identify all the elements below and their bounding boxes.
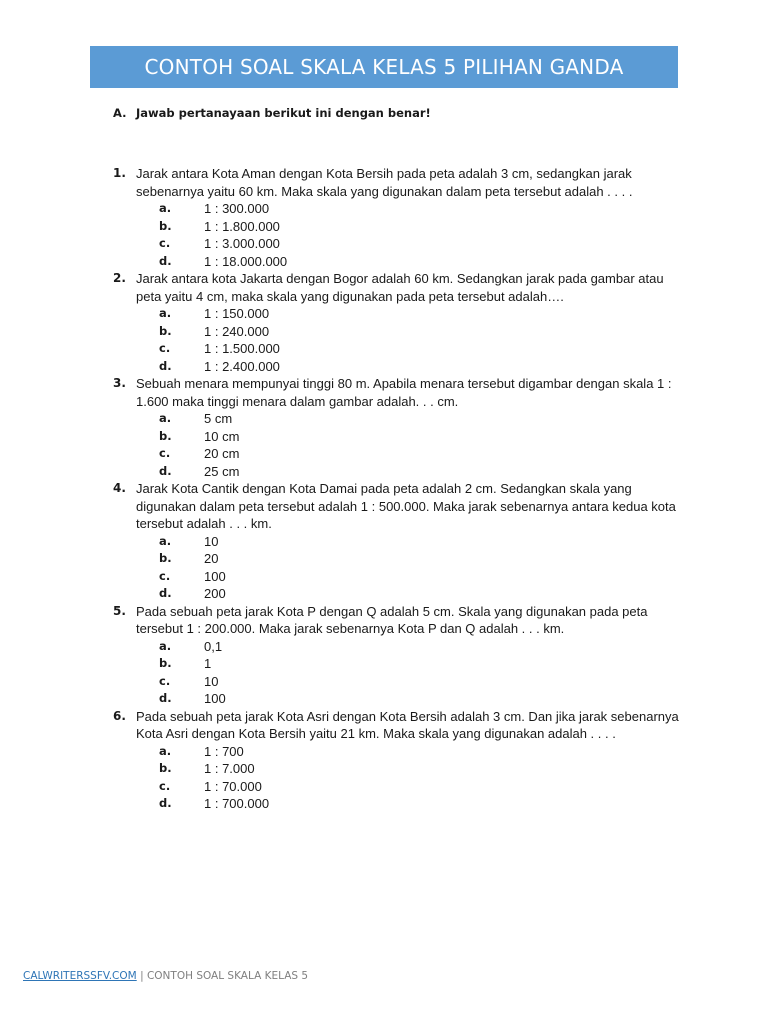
answer-option [136, 585, 683, 603]
question-text: Jarak antara kota Jakarta dengan Bogor adalah 60 km. Sedangkan jarak pada gambar atau peta yaitu 4 cm, maka skala yang digunakan pada peta tersebut adalah…. [136, 271, 664, 304]
option-letter: b. [159, 428, 172, 443]
option-text: 1 [204, 656, 212, 671]
answer-option [136, 760, 683, 778]
answer-option [136, 463, 683, 481]
option-text: 20 [204, 551, 219, 566]
answer-option [136, 235, 683, 253]
question-list [113, 165, 683, 813]
question-number: 6. [113, 708, 126, 723]
option-letter: a. [159, 743, 172, 758]
question-item [113, 165, 683, 270]
option-text: 5 cm [204, 411, 233, 426]
option-text: 1 : 1.800.000 [204, 218, 280, 234]
question-number: 1. [113, 166, 126, 180]
answer-option [136, 655, 683, 673]
question-item [113, 708, 683, 813]
option-text: 10 [204, 533, 219, 549]
answer-option [136, 428, 683, 446]
answer-option [136, 358, 683, 376]
option-letter: d. [159, 253, 172, 268]
question-text: Jarak antara Kota Aman dengan Kota Bersih pada peta adalah 3 cm, sedangkan jarak sebenarnya yaitu 60 km. Maka skala yang digunakan dalam peta tersebut adalah . . . . [136, 166, 633, 199]
option-text: 25 cm [204, 463, 240, 479]
answer-option [136, 638, 683, 656]
question-number: 3. [113, 376, 126, 390]
question-item [113, 270, 683, 375]
option-list [136, 638, 683, 708]
option-letter: c. [159, 446, 171, 460]
option-text: 1 : 70.000 [204, 778, 262, 794]
option-letter: c. [159, 778, 171, 793]
option-list [136, 200, 683, 270]
option-letter: c. [159, 236, 171, 250]
answer-option [136, 795, 683, 813]
question-number: 5. [113, 603, 126, 618]
footer-link[interactable]: CALWRITERSSFV.COM [23, 970, 137, 982]
question-text: Jarak Kota Cantik dengan Kota Damai pada peta adalah 2 cm. Sedangkan skala yang digunakan dalam peta tersebut adalah 1 : 500.000. Maka jarak sebenarnya antara kedua kota tersebut adalah . . . km. [136, 481, 676, 531]
question-number: 2. [113, 271, 126, 285]
title-banner [90, 46, 678, 88]
option-list [136, 410, 683, 480]
option-text: 200 [204, 586, 226, 601]
option-text: 1 : 300.000 [204, 201, 270, 216]
option-text: 1 : 1.500.000 [204, 341, 280, 356]
answer-option [136, 218, 683, 236]
option-text: 1 : 3.000.000 [204, 236, 280, 251]
answer-option [136, 550, 683, 568]
question-text: Sebuah menara mempunyai tinggi 80 m. Apabila menara tersebut digambar dengan skala 1 : 1.600 maka tinggi menara dalam gambar adalah. . . cm. [136, 376, 672, 409]
answer-option [136, 778, 683, 796]
instruction [113, 106, 431, 120]
option-text: 1 : 700 [204, 743, 244, 759]
answer-option [136, 410, 683, 428]
option-letter: b. [159, 761, 172, 775]
option-letter: b. [159, 551, 172, 565]
option-text: 20 cm [204, 446, 240, 461]
option-letter: a. [159, 533, 172, 548]
option-text: 1 : 18.000.000 [204, 253, 288, 269]
question-text: Pada sebuah peta jarak Kota P dengan Q adalah 5 cm. Skala yang digunakan pada peta tersebut 1 : 200.000. Maka jarak sebenarnya Kota P dan Q adalah . . . km. [136, 603, 648, 636]
answer-option [136, 568, 683, 586]
question-item [113, 603, 683, 708]
instruction-letter: A. [113, 106, 127, 120]
answer-option [136, 200, 683, 218]
option-letter: d. [159, 463, 172, 478]
option-list [136, 743, 683, 813]
question-item [113, 480, 683, 603]
question-item [113, 375, 683, 480]
option-text: 10 cm [204, 428, 240, 444]
answer-option [136, 533, 683, 551]
question-text: Pada sebuah peta jarak Kota Asri dengan Kota Bersih adalah 3 cm. Dan jika jarak sebenarnya Kota Asri dengan Kota Bersih yaitu 21 km. Maka skala yang digunakan adalah . . . . [136, 708, 679, 741]
option-letter: b. [159, 656, 172, 670]
option-text: 100 [204, 568, 226, 584]
option-letter: a. [159, 201, 172, 215]
option-letter: b. [159, 218, 172, 233]
page-title: CONTOH SOAL SKALA KELAS 5 PILIHAN GANDA [144, 55, 624, 79]
answer-option [136, 323, 683, 341]
option-letter: d. [159, 586, 172, 600]
option-text: 1 : 700.000 [204, 796, 270, 811]
option-letter: a. [159, 411, 172, 425]
footer-separator: | [140, 970, 144, 982]
option-letter: c. [159, 341, 171, 355]
option-text: 100 [204, 691, 226, 706]
option-text: 1 : 150.000 [204, 306, 270, 321]
option-text: 0,1 [204, 638, 223, 654]
footer-text: CONTOH SOAL SKALA KELAS 5 [146, 970, 309, 982]
option-letter: a. [159, 638, 172, 653]
answer-option [136, 690, 683, 708]
option-letter: a. [159, 306, 172, 320]
option-letter: c. [159, 673, 171, 688]
answer-option [136, 340, 683, 358]
option-letter: d. [159, 691, 172, 705]
option-text: 10 [204, 673, 219, 689]
option-text: 1 : 240.000 [204, 323, 270, 339]
option-list [136, 305, 683, 375]
option-letter: d. [159, 358, 172, 373]
option-letter: c. [159, 568, 171, 583]
option-letter: b. [159, 323, 172, 338]
option-text: 1 : 7.000 [204, 761, 255, 776]
answer-option [136, 743, 683, 761]
answer-option [136, 305, 683, 323]
footer [23, 970, 308, 982]
answer-option [136, 445, 683, 463]
question-number: 4. [113, 481, 126, 495]
answer-option [136, 253, 683, 271]
option-list [136, 533, 683, 603]
option-letter: d. [159, 796, 172, 810]
answer-option [136, 673, 683, 691]
instruction-text: Jawab pertanayaan berikut ini dengan benar! [136, 106, 431, 120]
option-text: 1 : 2.400.000 [204, 358, 280, 374]
